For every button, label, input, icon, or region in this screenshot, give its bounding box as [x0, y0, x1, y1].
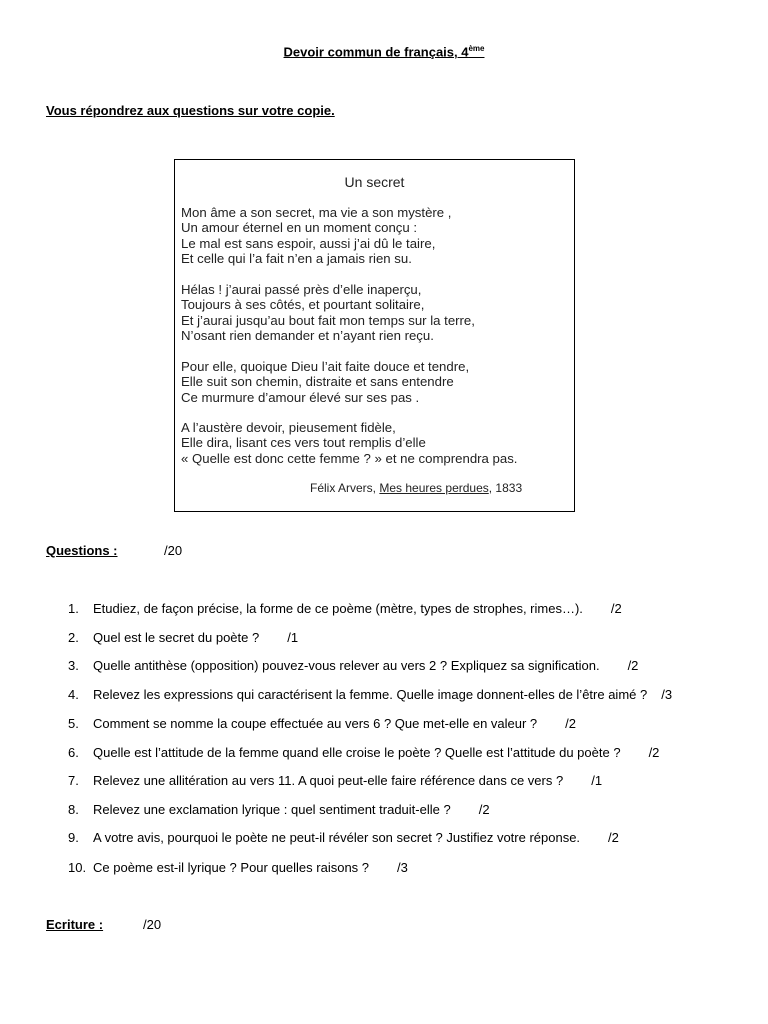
question-number: 6. — [68, 745, 79, 760]
poem-line: Pour elle, quoique Dieu l’ait faite douce et tendre, — [181, 359, 470, 374]
question-text: A votre avis, pourquoi le poète ne peut-il révéler son secret ? Justifiez votre réponse. — [93, 830, 581, 845]
poem-line: Un amour éternel en un moment conçu : — [181, 220, 418, 236]
poem-stanza — [181, 420, 517, 466]
citation-author: Félix Arvers, — [310, 481, 380, 495]
question-text: Comment se nomme la coupe effectuée au vers 6 ? Que met-elle en valeur ? — [93, 716, 538, 731]
question-text: Relevez les expressions qui caractérisent la femme. Quelle image donnent-elles de l’être aimé ? — [93, 687, 648, 702]
poem-stanza — [181, 282, 475, 344]
question-item — [68, 860, 408, 875]
question-number: 2. — [68, 630, 79, 645]
question-points: /2 — [478, 802, 490, 817]
poem-line: N’osant rien demander et n’ayant rien reçu. — [181, 328, 434, 344]
poem-box — [174, 159, 575, 512]
poem-stanza — [181, 205, 451, 267]
question-number: 7. — [68, 773, 79, 788]
question-number: 9. — [68, 830, 79, 845]
question-points: /2 — [648, 745, 660, 760]
question-points: /1 — [287, 630, 299, 645]
question-number: 10. — [68, 860, 87, 875]
poem-line: Elle dira, lisant ces vers tout remplis d’elle — [181, 435, 426, 451]
poem-line: Elle suit son chemin, distraite et sans entendre — [181, 374, 454, 390]
poem-line: A l’austère devoir, pieusement fidèle, — [181, 420, 396, 435]
question-points: /2 — [608, 830, 619, 845]
question-item — [68, 687, 672, 702]
question-points: /2 — [610, 601, 622, 616]
instruction: Vous répondrez aux questions sur votre copie. — [46, 103, 335, 118]
poem-citation — [310, 481, 522, 495]
question-number: 5. — [68, 716, 79, 731]
question-points: /3 — [397, 860, 408, 875]
question-item — [68, 601, 622, 616]
poem-line: Toujours à ses côtés, et pourtant solitaire, — [181, 297, 425, 313]
question-item — [68, 830, 619, 845]
question-number: 4. — [68, 687, 79, 702]
question-text: Relevez une allitération au vers 11. A quoi peut-elle faire référence dans ce vers ? — [93, 773, 564, 788]
question-item — [68, 658, 638, 673]
questions-score: /20 — [164, 543, 183, 558]
question-points: /1 — [591, 773, 603, 788]
poem-line: Hélas ! j’aurai passé près d’elle inaperçu, — [181, 282, 422, 297]
poem-line: Le mal est sans espoir, aussi j’ai dû le taire, — [181, 235, 436, 251]
question-item — [68, 802, 490, 817]
question-item — [68, 745, 659, 760]
poem-stanza — [181, 359, 469, 405]
poem-line: « Quelle est donc cette femme ? » et ne comprendra pas. — [181, 450, 518, 466]
poem-line: Mon âme a son secret, ma vie a son mystère , — [181, 205, 452, 220]
question-points: /2 — [627, 658, 639, 673]
title-superscript: ème — [468, 44, 485, 53]
question-number: 1. — [68, 601, 79, 616]
question-item — [68, 716, 576, 731]
question-number: 8. — [68, 802, 79, 817]
poem-line: Et j’aurai jusqu’au bout fait mon temps sur la terre, — [181, 312, 475, 328]
writing-score: /20 — [143, 917, 162, 932]
poem-line: Ce murmure d’amour élevé sur ses pas . — [181, 389, 420, 405]
question-number: 3. — [68, 658, 79, 673]
question-text: Quelle antithèse (opposition) pouvez-vous relever au vers 2 ? Expliquez sa signification. — [93, 658, 600, 673]
writing-label: Ecriture : — [46, 917, 104, 932]
question-points: /2 — [565, 716, 577, 731]
question-text: Quelle est l’attitude de la femme quand elle croise le poète ? Quelle est l’attitude du poète ? — [93, 745, 621, 760]
poem-line: Et celle qui l’a fait n’en a jamais rien su. — [181, 251, 412, 267]
poem-title: Un secret — [344, 174, 405, 190]
questions-label: Questions : — [46, 543, 118, 558]
title-text: Devoir commun de français, 4 — [283, 44, 469, 60]
question-text: Quel est le secret du poète ? — [93, 630, 260, 645]
page-title — [0, 44, 768, 59]
question-points: /3 — [661, 687, 673, 702]
question-text: Relevez une exclamation lyrique : quel sentiment traduit-elle ? — [93, 802, 451, 817]
citation-book: Mes heures perdues — [379, 481, 489, 495]
question-item — [68, 773, 602, 788]
question-item — [68, 630, 298, 645]
question-text: Ce poème est-il lyrique ? Pour quelles raisons ? — [93, 860, 370, 875]
citation-year: , 1833 — [488, 481, 523, 495]
question-text: Etudiez, de façon précise, la forme de ce poème (mètre, types de strophes, rimes…). — [93, 601, 583, 616]
